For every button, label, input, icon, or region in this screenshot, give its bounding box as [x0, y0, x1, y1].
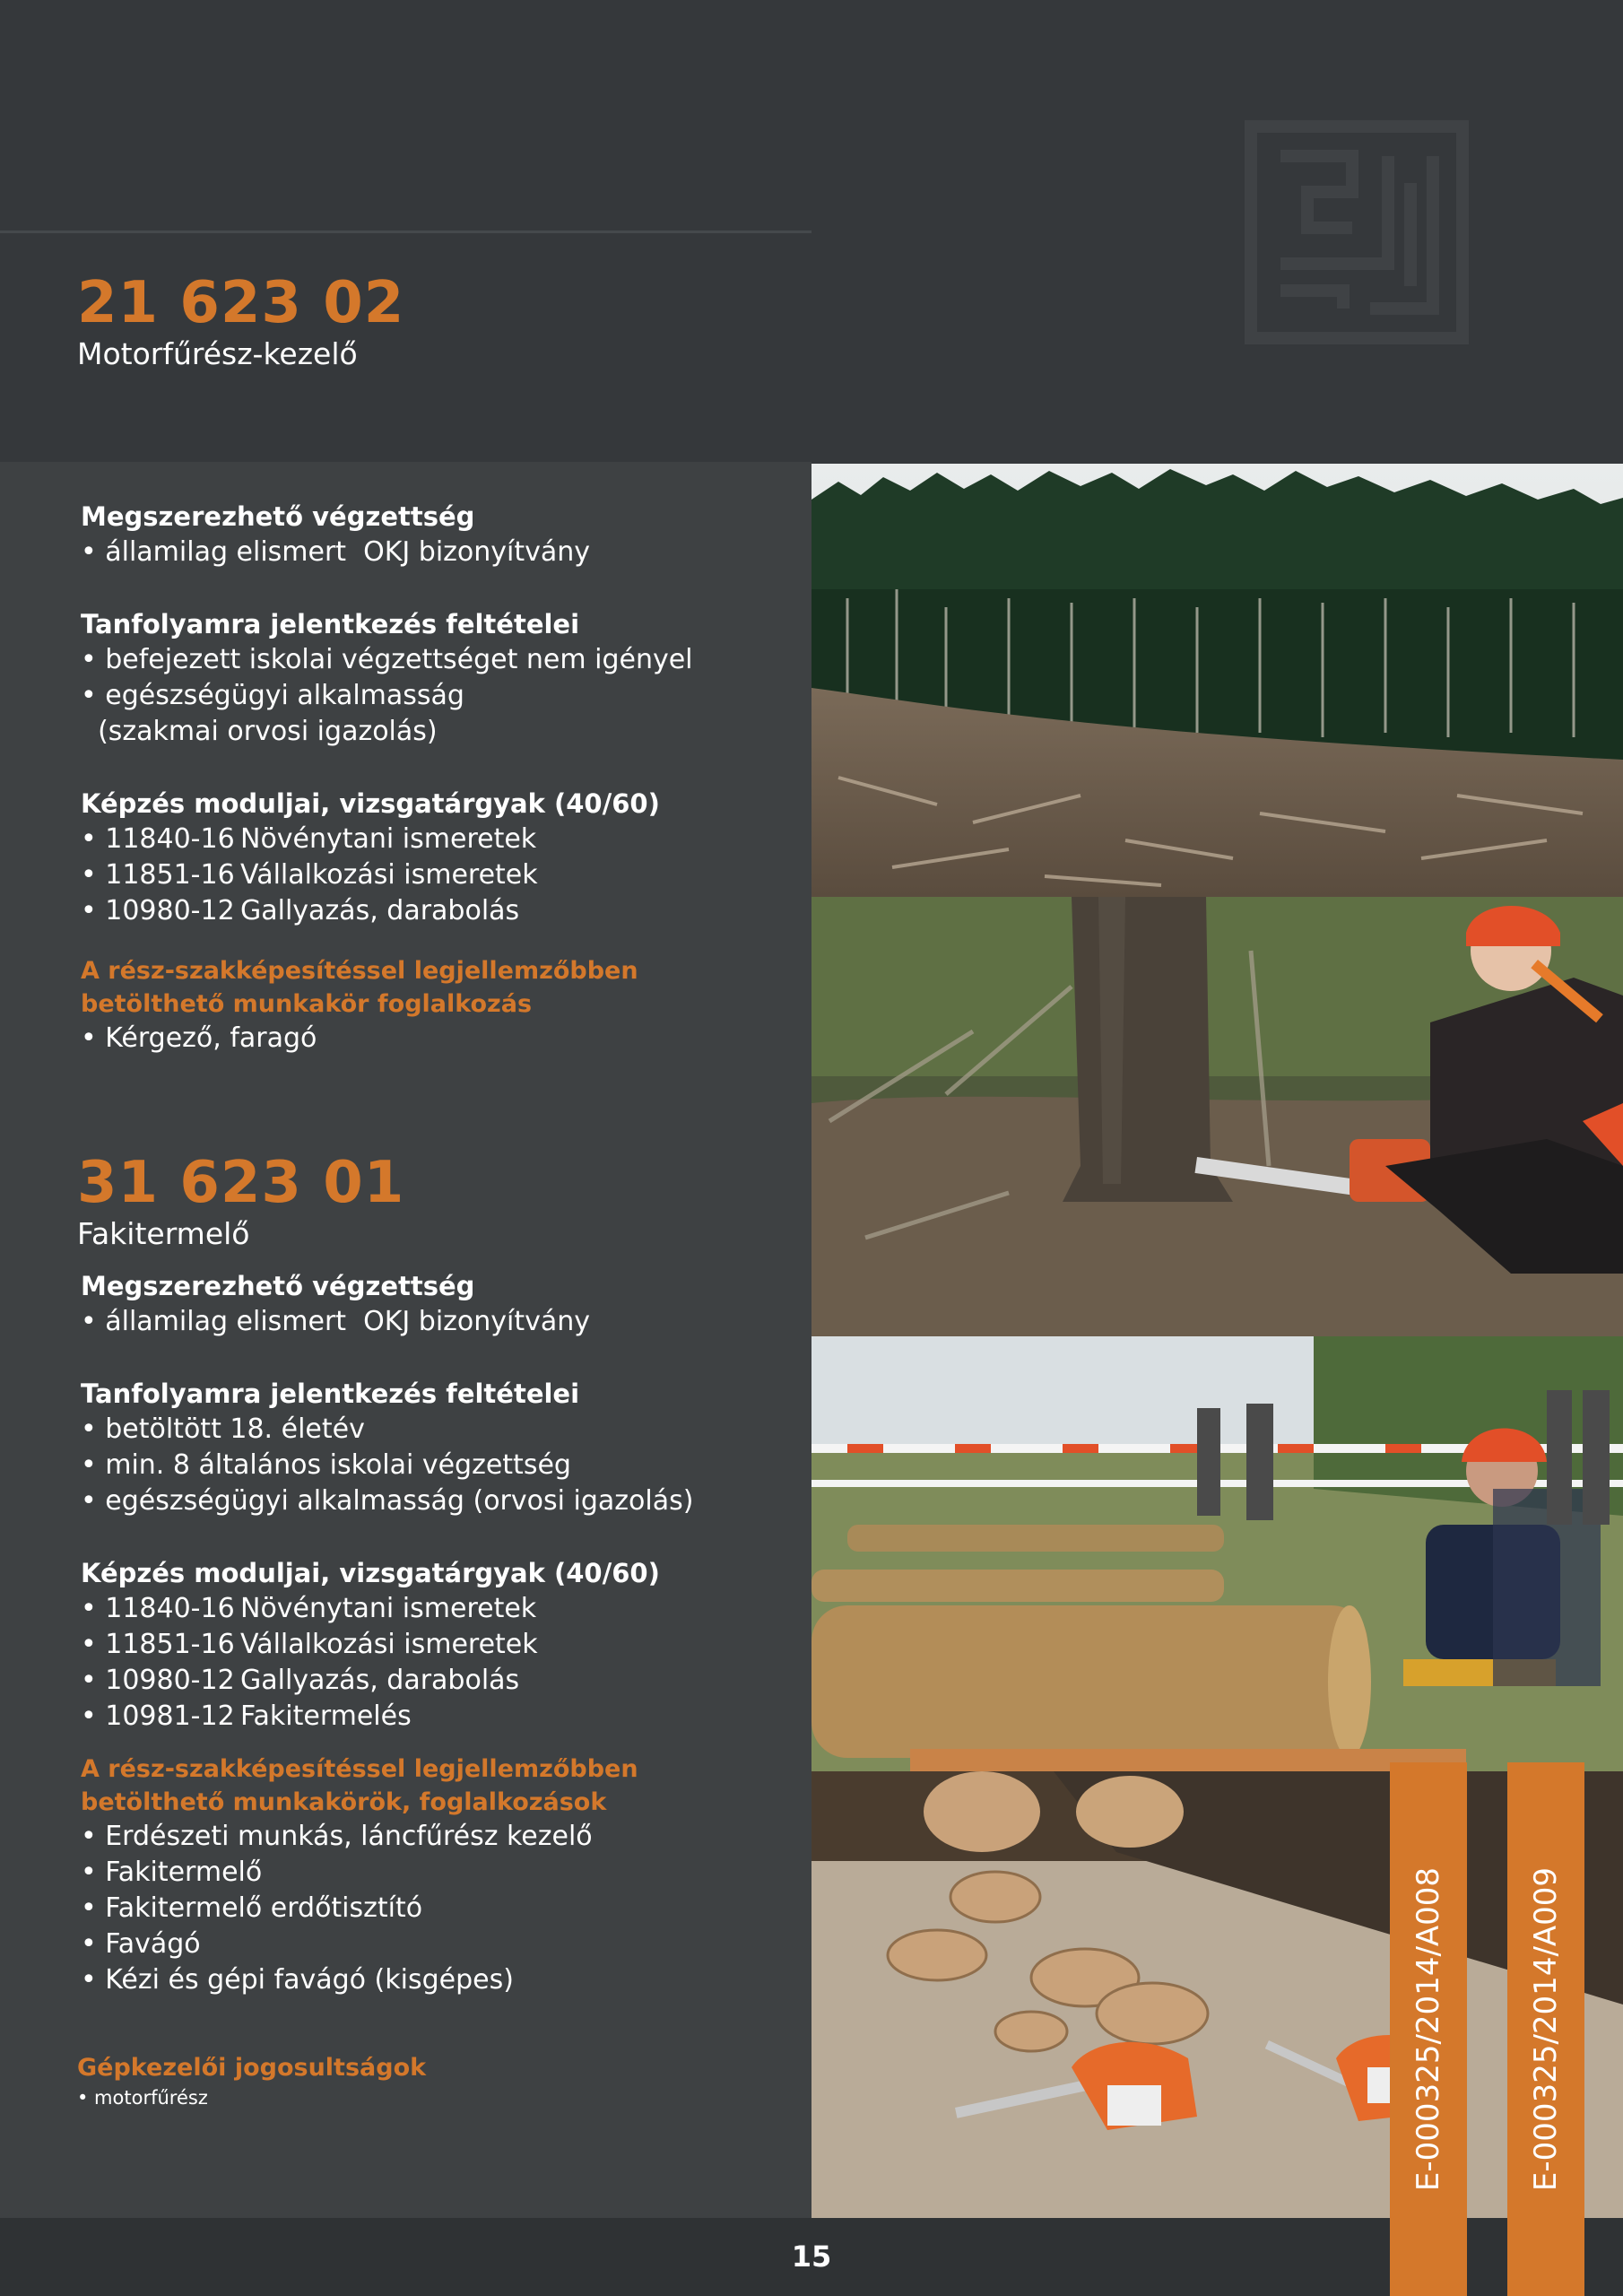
- module-code: • 11840-16: [81, 1593, 235, 1624]
- list-item: • egészségügyi alkalmasság: [81, 680, 464, 711]
- section-2-code: 31 623 01: [77, 1150, 405, 1216]
- maze-logo-icon: [1245, 120, 1469, 344]
- section-2-title: Fakitermelő: [77, 1216, 250, 1251]
- list-item: • Kézi és gépi favágó (kisgépes): [81, 1964, 514, 1996]
- qualification-heading: Megszerezhető végzettség: [81, 501, 475, 532]
- requirements-heading: Tanfolyamra jelentkezés feltételei: [81, 1378, 580, 1409]
- module-item: [81, 822, 798, 857]
- module-code: • 10980-12: [81, 1665, 235, 1696]
- list-item: • Fakitermelő: [81, 1857, 263, 1888]
- list-item: • Erdészeti munkás, láncfűrész kezelő: [81, 1821, 593, 1852]
- modules-heading: Képzés moduljai, vizsgatárgyak (40/60): [81, 788, 660, 819]
- document-code: E-000325/2014/A009: [1528, 1866, 1564, 2192]
- section-1-body: [81, 499, 798, 1057]
- module-item: [81, 1663, 798, 1699]
- list-item: • motorfűrész: [77, 2087, 208, 2109]
- module-code: • 11851-16: [81, 1629, 235, 1660]
- page-number: 15: [791, 2239, 832, 2274]
- list-item: • egészségügyi alkalmasság (orvosi igazolás): [81, 1485, 694, 1517]
- list-item: • Fakitermelő erdőtisztító: [81, 1892, 423, 1924]
- list-item: • befejezett iskolai végzettséget nem igényel: [81, 644, 693, 675]
- jobs-heading: A rész-szakképesítéssel legjellemzőbben: [81, 1755, 638, 1783]
- module-name: Növénytani ismeretek: [240, 823, 537, 855]
- module-code: • 10981-12: [81, 1700, 235, 1732]
- jobs-heading-line-2: betölthető munkakörök, foglalkozások: [81, 1788, 607, 1816]
- module-item: [81, 1627, 798, 1663]
- forest-clearing-photo: [812, 464, 1623, 897]
- chainsaws-logs-photo: [812, 1771, 1623, 2218]
- section-2-body: [81, 1268, 798, 1998]
- module-name: Fakitermelés: [240, 1700, 412, 1732]
- machine-heading: Gépkezelői jogosultságok: [77, 2054, 427, 2082]
- chainsaw-felling-photo: [812, 897, 1623, 1336]
- module-name: Gallyazás, darabolás: [240, 895, 520, 926]
- qualification-heading: Megszerezhető végzettség: [81, 1271, 475, 1301]
- jobs-heading: A rész-szakképesítéssel legjellemzőbben: [81, 957, 638, 985]
- list-item: (szakmai orvosi igazolás): [81, 716, 438, 747]
- document-code-tab: [1507, 1762, 1584, 2296]
- module-code: • 11840-16: [81, 823, 235, 855]
- module-item: [81, 1591, 798, 1627]
- module-code: • 10980-12: [81, 895, 235, 926]
- log-competition-photo: [812, 1336, 1623, 1771]
- list-item: • államilag elismert OKJ bizonyítvány: [81, 536, 591, 568]
- module-name: Gallyazás, darabolás: [240, 1665, 520, 1696]
- document-code: E-000325/2014/A008: [1410, 1866, 1446, 2192]
- requirements-heading: Tanfolyamra jelentkezés feltételei: [81, 609, 580, 639]
- modules-heading: Képzés moduljai, vizsgatárgyak (40/60): [81, 1558, 660, 1588]
- module-code: • 11851-16: [81, 859, 235, 891]
- module-item: [81, 1699, 798, 1735]
- list-item: • Kérgező, faragó: [81, 1022, 317, 1054]
- module-name: Növénytani ismeretek: [240, 1593, 537, 1624]
- machine-rights: [77, 2051, 794, 2111]
- document-code-tab: [1390, 1762, 1467, 2296]
- page-header: [0, 0, 1623, 462]
- section-1-title: Motorfűrész-kezelő: [77, 336, 358, 371]
- header-divider: [0, 230, 812, 233]
- section-1-code: 21 623 02: [77, 270, 405, 336]
- module-name: Vállalkozási ismeretek: [240, 859, 538, 891]
- module-item: [81, 857, 798, 893]
- list-item: • min. 8 általános iskolai végzettség: [81, 1449, 571, 1481]
- list-item: • betöltött 18. életév: [81, 1413, 365, 1445]
- module-item: [81, 893, 798, 929]
- jobs-heading-line-2: betölthető munkakör foglalkozás: [81, 990, 533, 1018]
- module-name: Vállalkozási ismeretek: [240, 1629, 538, 1660]
- list-item: • Favágó: [81, 1928, 201, 1960]
- list-item: • államilag elismert OKJ bizonyítvány: [81, 1306, 591, 1337]
